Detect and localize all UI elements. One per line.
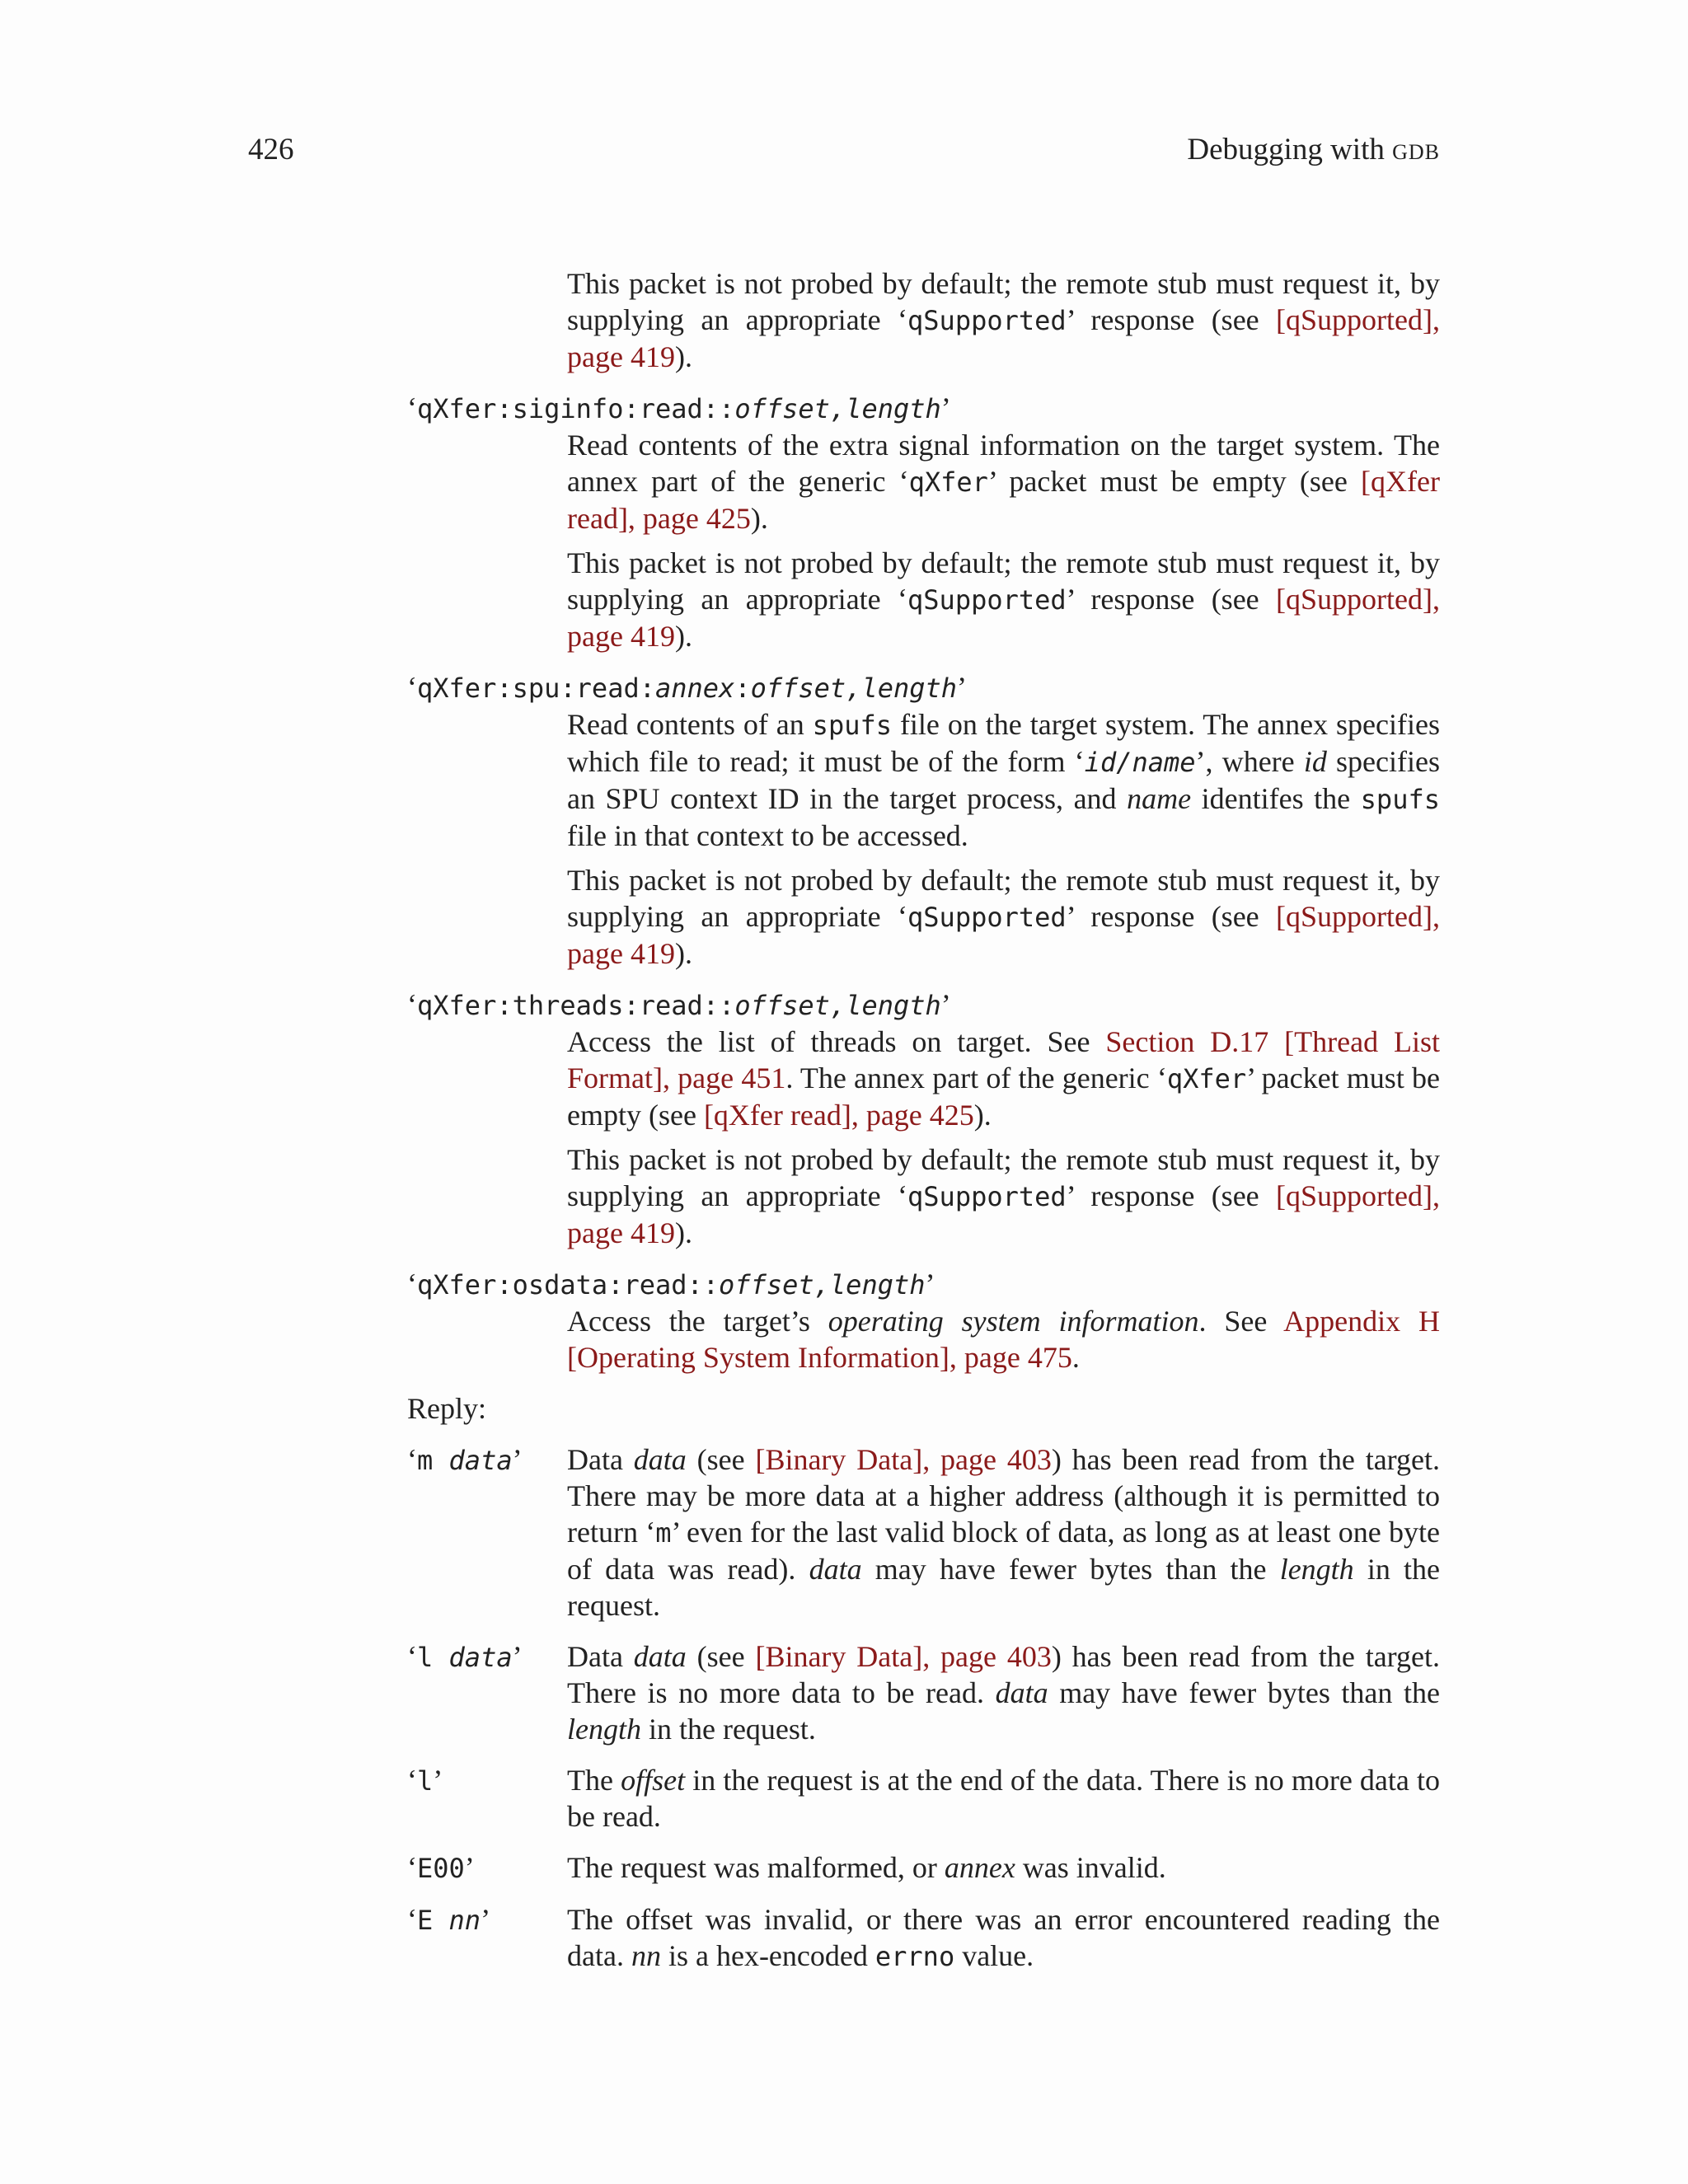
- reply-row-l: [407, 1762, 1440, 1835]
- text: specifies an SPU context ID in the target process, and: [567, 745, 1440, 815]
- text: ’ response (see: [1066, 583, 1277, 616]
- text: This packet is not probed by default; the remote stub must request it, by supplying an appropriate ‘: [567, 267, 1440, 336]
- reply-code-text: E: [417, 1905, 449, 1936]
- code-spufs: spufs: [1360, 784, 1440, 815]
- reply-code-text: E00: [417, 1853, 465, 1884]
- term-length: length: [567, 1713, 641, 1746]
- term-length: length: [1279, 1553, 1354, 1586]
- code-qxfer: qXfer: [1166, 1063, 1247, 1094]
- quote: ’: [957, 671, 968, 704]
- entry-spu-description: [567, 706, 1440, 854]
- packet-args: offset,length: [750, 673, 958, 704]
- code-spufs: spufs: [812, 710, 892, 741]
- reply-row-l-data: [407, 1638, 1440, 1747]
- code-id-name: id/name: [1084, 747, 1196, 778]
- text: This packet is not probed by default; the remote stub must request it, by supplying an appropriate ‘: [567, 864, 1440, 933]
- quote: ‘: [407, 391, 417, 424]
- text: in the request is at the end of the data. There is no more data to be read.: [567, 1764, 1441, 1833]
- link-appendix-h[interactable]: Appendix H [Operating System Information], page 475: [567, 1305, 1440, 1374]
- code-qxfer: qXfer: [908, 466, 988, 498]
- text: in the request.: [640, 1713, 816, 1746]
- reply-code-text: l: [417, 1765, 434, 1797]
- link-binary-data[interactable]: [Binary Data], page 403: [755, 1640, 1052, 1673]
- reply-description: [567, 1762, 1440, 1835]
- text: ’ response (see: [1066, 303, 1277, 336]
- quote: ‘: [407, 1851, 417, 1884]
- text: The request was malformed, or: [567, 1851, 945, 1884]
- packet-name: qXfer:siginfo:read::: [417, 393, 735, 424]
- text: file on the target system. The annex specifies which file to read; it must be of the form ‘: [567, 708, 1440, 778]
- quote: ‘: [407, 1764, 417, 1797]
- entry-siginfo-heading: [407, 390, 1440, 427]
- entry-spu-heading: [407, 669, 1440, 706]
- reply-code: [407, 1901, 567, 1975]
- link-qsupported[interactable]: [qSupported], page 419: [567, 583, 1440, 653]
- text: Read contents of the extra signal information on the target system. The annex part of the generic ‘: [567, 429, 1440, 498]
- reply-row-e-nn: [407, 1901, 1440, 1975]
- packet-separator: :: [734, 673, 751, 704]
- page-number: 426: [248, 133, 294, 166]
- entry-spu-probe-note: [567, 862, 1440, 972]
- reply-code: [407, 1638, 567, 1747]
- quote: ‘: [407, 1903, 417, 1936]
- reply-description: [567, 1638, 1440, 1747]
- reply-code-arg: data: [448, 1445, 513, 1476]
- text: The: [567, 1764, 621, 1797]
- quote: ’: [940, 988, 951, 1021]
- entry-osdata-description: [567, 1303, 1440, 1376]
- term-data: data: [633, 1640, 687, 1673]
- code-errno: errno: [874, 1941, 955, 1972]
- text: in the request.: [567, 1553, 1441, 1622]
- text: ’ even for the last valid block of data, as long as at least one byte of data was read).: [567, 1516, 1440, 1586]
- running-title-text: Debugging with: [1187, 133, 1393, 166]
- running-title: [1187, 132, 1440, 167]
- code-qsupported: qSupported: [907, 902, 1067, 933]
- text: ’ packet must be empty (see: [987, 465, 1362, 498]
- quote: ‘: [407, 1640, 417, 1673]
- text: ) has been read from the target. There may be more data at a higher address (although it is permitted to return ‘: [567, 1443, 1440, 1549]
- text: ’ response (see: [1066, 900, 1277, 933]
- reply-code: [407, 1441, 567, 1624]
- intro-paragraph: [567, 265, 1440, 375]
- text: This packet is not probed by default; the remote stub must request it, by supplying an appropriate ‘: [567, 1143, 1440, 1212]
- code-m: m: [655, 1517, 672, 1549]
- reply-code-arg: nn: [448, 1905, 481, 1936]
- quote: ‘: [407, 671, 417, 704]
- term-id: id: [1303, 745, 1327, 778]
- quote: ’: [512, 1640, 523, 1673]
- term-offset: offset: [621, 1764, 686, 1797]
- text: (see: [686, 1443, 756, 1476]
- document-body: [407, 265, 1440, 1975]
- reply-row-e00: [407, 1849, 1440, 1886]
- text: may have fewer bytes than the: [861, 1553, 1280, 1586]
- packet-args: offset,length: [734, 393, 941, 424]
- reply-row-m-data: [407, 1441, 1440, 1624]
- quote: ’: [940, 391, 951, 424]
- text: Read contents of an: [567, 708, 813, 741]
- link-thread-list-format[interactable]: Section D.17 [Thread List Format], page 451: [567, 1025, 1441, 1094]
- reply-code-text: l: [417, 1642, 449, 1673]
- text: identifes the: [1191, 782, 1361, 815]
- entry-siginfo-probe-note: [567, 545, 1440, 654]
- text: ).: [674, 937, 692, 970]
- quote: ‘: [407, 988, 417, 1021]
- term-data: data: [633, 1443, 687, 1476]
- text: ’ packet must be empty (see: [567, 1062, 1440, 1132]
- packet-arg-annex: annex: [654, 673, 735, 704]
- quote: ‘: [407, 1443, 417, 1476]
- text: is a hex-encoded: [660, 1939, 875, 1972]
- code-qsupported: qSupported: [907, 1181, 1067, 1212]
- code-qsupported: qSupported: [907, 584, 1067, 616]
- term-os-information: operating system information: [828, 1305, 1199, 1338]
- term-data: data: [995, 1676, 1048, 1709]
- text: Access the target’s: [567, 1305, 828, 1338]
- entry-threads-heading: [407, 987, 1440, 1024]
- entry-threads-probe-note: [567, 1141, 1440, 1251]
- text: (see: [686, 1640, 756, 1673]
- reply-code-arg: data: [448, 1642, 513, 1673]
- link-qsupported[interactable]: [qSupported], page 419: [567, 1179, 1440, 1249]
- link-binary-data[interactable]: [Binary Data], page 403: [755, 1443, 1052, 1476]
- text: ’ response (see: [1066, 1179, 1277, 1212]
- text: ).: [674, 1216, 692, 1249]
- reply-code-text: m: [417, 1445, 449, 1476]
- text: was invalid.: [1015, 1851, 1166, 1884]
- quote: ’: [481, 1903, 491, 1936]
- reply-description: [567, 1901, 1440, 1975]
- packet-args: offset,length: [734, 990, 941, 1021]
- text: ) has been read from the target. There is no more data to be read.: [567, 1640, 1440, 1709]
- text: Data: [567, 1443, 634, 1476]
- text: may have fewer bytes than the: [1048, 1676, 1440, 1709]
- reply-code: [407, 1762, 567, 1835]
- text: value.: [954, 1939, 1034, 1972]
- quote: ‘: [407, 1268, 417, 1301]
- entry-osdata-heading: [407, 1266, 1440, 1303]
- text: ).: [973, 1099, 992, 1132]
- link-qxfer-read[interactable]: [qXfer read], page 425: [703, 1099, 974, 1132]
- term-name: name: [1127, 782, 1192, 815]
- text: ’, where: [1195, 745, 1304, 778]
- packet-name: qXfer:osdata:read::: [417, 1269, 720, 1301]
- reply-description: [567, 1849, 1440, 1886]
- packet-name: qXfer:threads:read::: [417, 990, 735, 1021]
- text: ).: [674, 340, 692, 373]
- quote: ’: [433, 1764, 443, 1797]
- reply-description: [567, 1441, 1440, 1624]
- running-title-gdb: gdb: [1392, 133, 1440, 166]
- text: Access the list of threads on target. See: [567, 1025, 1106, 1058]
- link-qsupported[interactable]: [qSupported], page 419: [567, 303, 1440, 373]
- text: . See: [1198, 1305, 1284, 1338]
- link-qsupported[interactable]: [qSupported], page 419: [567, 900, 1440, 970]
- packet-args: offset,length: [719, 1269, 926, 1301]
- term-data: data: [809, 1553, 862, 1586]
- text: ).: [750, 502, 768, 535]
- text: file in that context to be accessed.: [567, 819, 968, 852]
- quote: ’: [925, 1268, 935, 1301]
- text: Data: [567, 1640, 634, 1673]
- code-qsupported: qSupported: [907, 305, 1067, 336]
- text: This packet is not probed by default; the remote stub must request it, by supplying an appropriate ‘: [567, 546, 1440, 616]
- reply-code: [407, 1849, 567, 1886]
- quote: ’: [512, 1443, 523, 1476]
- text: ).: [674, 620, 692, 653]
- link-qxfer-read[interactable]: [qXfer read], page 425: [567, 465, 1440, 535]
- term-nn: nn: [631, 1939, 661, 1972]
- entry-siginfo-description: [567, 427, 1440, 537]
- quote: ’: [464, 1851, 475, 1884]
- text: The offset was invalid, or there was an error encountered reading the data.: [567, 1903, 1440, 1972]
- entry-threads-description: [567, 1024, 1440, 1133]
- text: .: [1071, 1341, 1080, 1374]
- text: . The annex part of the generic ‘: [785, 1062, 1167, 1094]
- term-annex: annex: [944, 1851, 1015, 1884]
- packet-name: qXfer:spu:read:: [417, 673, 655, 704]
- reply-label: Reply:: [407, 1392, 486, 1425]
